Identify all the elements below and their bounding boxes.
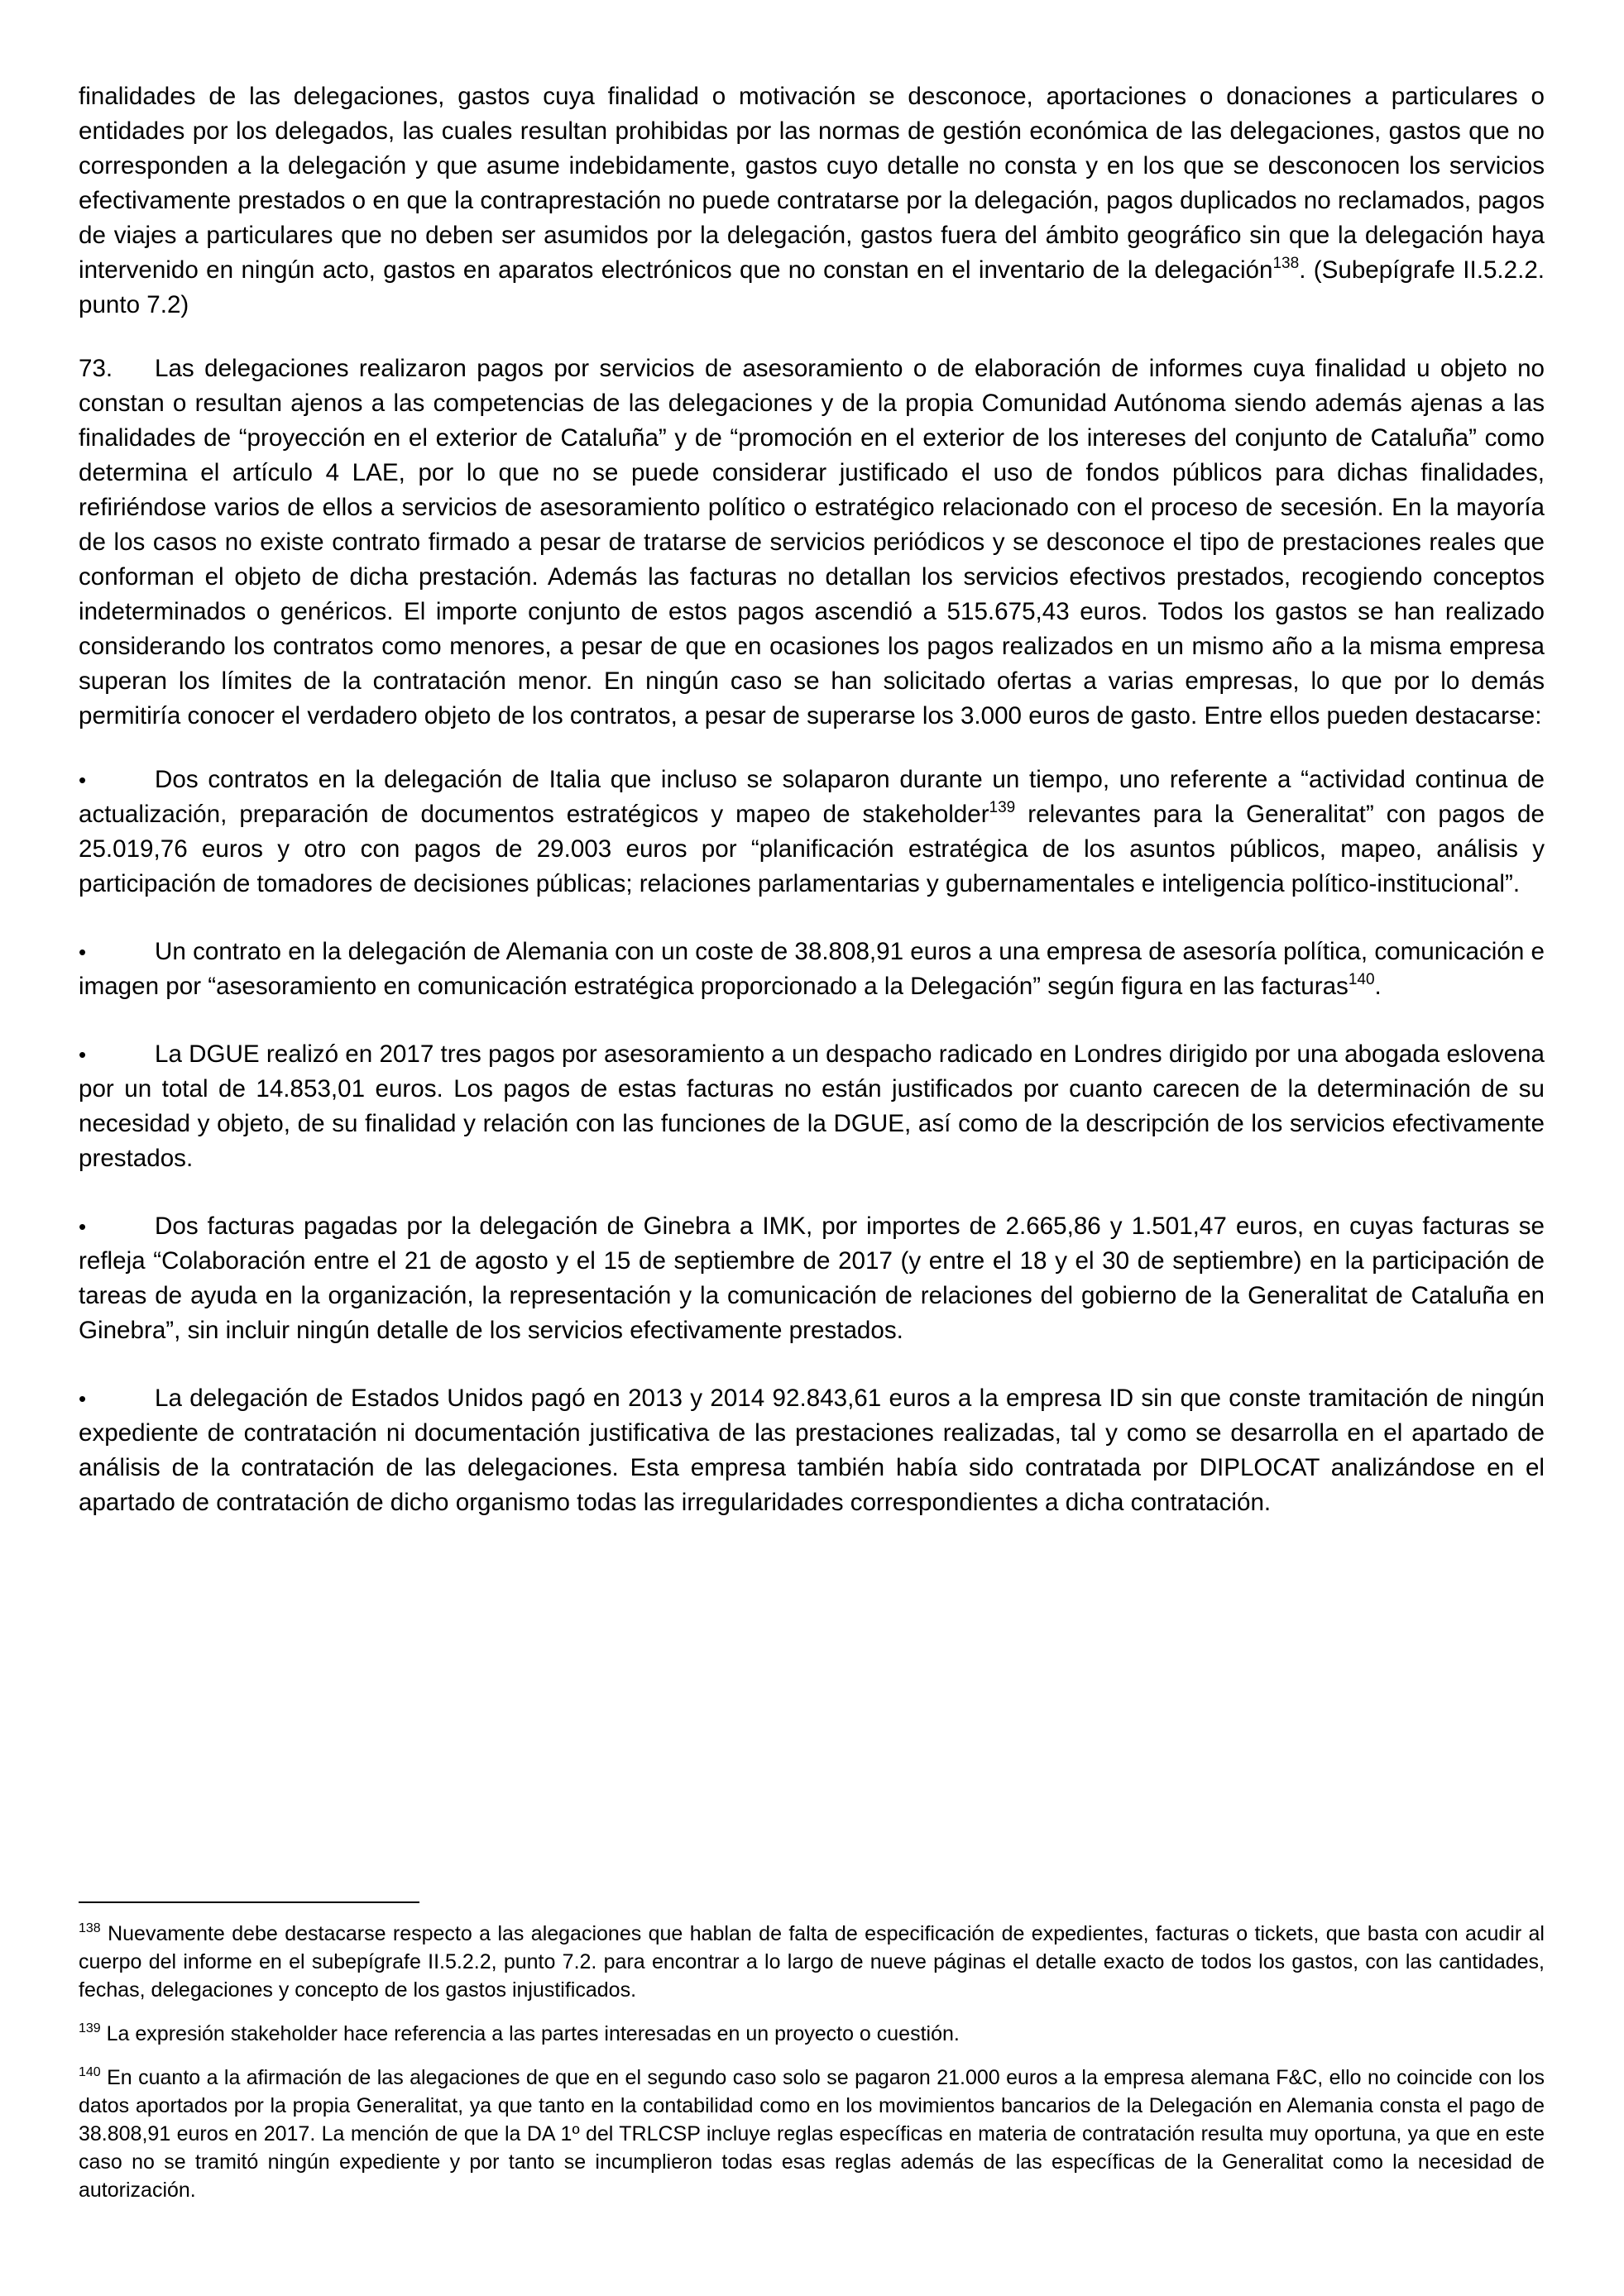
footnote-text: Nuevamente debe destacarse respecto a las alegaciones que hablan de falta de especificación de expedientes, facturas o tickets, que basta con acudir al cuerpo del informe en el subepígrafe II.5.2.2, punto 7.2. para encontrar a lo largo de nueve páginas el detalle exacto de todos los gastos, con las cantidades, fechas, delegaciones y concepto de los gastos injustificados. — [79, 1922, 1545, 2002]
bullet-item-estados-unidos — [79, 1381, 1545, 1520]
bullet-item-dgue — [79, 1037, 1545, 1176]
intro-paragraph — [79, 79, 1545, 323]
document-page — [79, 79, 1545, 1553]
footnote-139 — [79, 2020, 1545, 2048]
footnotes-section — [79, 1901, 1545, 2220]
footnote-number: 139 — [79, 2021, 101, 2035]
bullet-item-ginebra — [79, 1209, 1545, 1348]
bullet-icon: • — [79, 940, 87, 964]
paragraph-73 — [79, 352, 1545, 734]
bullet-icon: • — [79, 1214, 87, 1239]
footnote-140 — [79, 2064, 1545, 2204]
bullet-item-alemania — [79, 935, 1545, 1004]
bullet-text: La DGUE realizó en 2017 tres pagos por asesoramiento a un despacho radicado en Londres dirigido por una abogada eslovena por un total de 14.853,01 euros. Los pagos de estas facturas no están justificados por cuanto carecen de la determinación de su necesidad y objeto, de su finalidad y relación con las funciones de la DGUE, así como de la descripción de los servicios efectivamente prestados. — [79, 1040, 1545, 1172]
bullet-text-continued: relevantes para la Generalitat” con pagos de 25.019,76 euros y otro con pagos de 29.003 euros por “planificación estratégica de los asuntos públicos, mapeo, análisis y participación de tomadores de decisiones públicas; relaciones parlamentarias y gubernamentales e inteligencia político-institucional”. — [79, 801, 1545, 897]
bullet-icon: • — [79, 1042, 87, 1067]
footnote-138 — [79, 1920, 1545, 2004]
footnote-number: 138 — [79, 1921, 101, 1935]
footnote-ref-139[interactable]: 139 — [989, 799, 1016, 816]
footnote-text: La expresión stakeholder hace referencia a las partes interesadas en un proyecto o cuestión. — [100, 2022, 960, 2045]
bullet-text: La delegación de Estados Unidos pagó en 2013 y 2014 92.843,61 euros a la empresa ID sin que conste tramitación de ningún expediente de contratación ni documentación justificativa de las prestaciones realizadas, tal y como se desarrolla en el apartado de análisis de la contratación de las delegaciones. Esta empresa también había sido contratada por DIPLOCAT analizándose en el apartado de contratación de dicho organismo todas las irregularidades correspondientes a dicha contratación. — [79, 1385, 1545, 1516]
bullet-text: Dos contratos en la delegación de Italia que incluso se solaparon durante un tiempo, uno referente a “actividad continua de actualización, preparación de documentos estratégicos y mapeo de stakeholder — [79, 766, 1545, 828]
paragraph-73-text: Las delegaciones realizaron pagos por servicios de asesoramiento o de elaboración de informes cuya finalidad u objeto no constan o resultan ajenos a las competencias de las delegaciones y de la propia Comunidad Autónoma siendo además ajenas a las finalidades de “proyección en el exterior de Cataluña” y de “promoción en el exterior de los intereses del conjunto de Cataluña” como determina el artículo 4 LAE, por lo que no se puede considerar justificado el uso de fondos públicos para dichas finalidades, refiriéndose varios de ellos a servicios de asesoramiento político o estratégico relacionado con el proceso de secesión. En la mayoría de los casos no existe contrato firmado a pesar de tratarse de servicios periódicos y se desconoce el tipo de prestaciones reales que conforman el objeto de dicha prestación. Además las facturas no detallan los servicios efectivos prestados, recogiendo conceptos indeterminados o genéricos. El importe conjunto de estos pagos ascendió a 515.675,43 euros. Todos los gastos se han realizado considerando los contratos como menores, a pesar de que en ocasiones los pagos realizados en un mismo año a la misma empresa superan los límites de la contratación menor. En ningún caso se han solicitado ofertas a varias empresas, lo que por lo demás permitiría conocer el verdadero objeto de los contratos, a pesar de superarse los 3.000 euros de gasto. Entre ellos pueden destacarse: — [79, 355, 1545, 729]
footnote-ref-138[interactable]: 138 — [1272, 255, 1300, 272]
bullet-text: Un contrato en la delegación de Alemania con un coste de 38.808,91 euros a una empresa de asesoría política, comunicación e imagen por “asesoramiento en comunicación estratégica proporcionado a la Delegación” según figura en las facturas — [79, 938, 1545, 1000]
footnote-divider — [79, 1901, 419, 1903]
bullet-item-italia — [79, 763, 1545, 902]
intro-paragraph-tail: . (Subepígrafe II.5.2.2. punto 7.2) — [79, 256, 1545, 318]
footnote-ref-140[interactable]: 140 — [1348, 971, 1375, 988]
paragraph-number: 73. — [79, 355, 113, 382]
intro-paragraph-text: finalidades de las delegaciones, gastos cuya finalidad o motivación se desconoce, aportaciones o donaciones a particulares o entidades por los delegados, las cuales resultan prohibidas por las normas de gestión económica de las delegaciones, gastos que no corresponden a la delegación y que asume indebidamente, gastos cuyo detalle no consta y en los que se desconocen los servicios efectivamente prestados o en que la contraprestación no puede contratarse por la delegación, pagos duplicados no reclamados, pagos de viajes a particulares que no deben ser asumidos por la delegación, gastos fuera del ámbito geográfico sin que la delegación haya intervenido en ningún acto, gastos en aparatos electrónicos que no constan en el inventario de la delegación — [79, 83, 1545, 284]
bullet-icon: • — [79, 768, 87, 792]
bullet-text: Dos facturas pagadas por la delegación de Ginebra a IMK, por importes de 2.665,86 y 1.501,47 euros, en cuyas facturas se refleja “Colaboración entre el 21 de agosto y el 15 de septiembre de 2017 (y entre el 18 y el 30 de septiembre) en la participación de tareas de ayuda en la organización, la representación y la comunicación de relaciones del gobierno de la Generalitat de Cataluña en Ginebra”, sin incluir ningún detalle de los servicios efectivamente prestados. — [79, 1213, 1545, 1344]
footnote-text: En cuanto a la afirmación de las alegaciones de que en el segundo caso solo se pagaron 21.000 euros a la empresa alemana F&C, ello no coincide con los datos aportados por la propia Generalitat, ya que tanto en la contabilidad como en los movimientos bancarios de la Delegación en Alemania consta el pago de 38.808,91 euros en 2017. La mención de que la DA 1º del TRLCSP incluye reglas específicas en materia de contratación resulta muy oportuna, ya que en este caso no se tramitó ningún expediente y por tanto se incumplieron todas esas reglas además de las específicas de la Generalitat como la necesidad de autorización. — [79, 2066, 1545, 2202]
bullet-icon: • — [79, 1386, 87, 1411]
bullet-text-continued: . — [1374, 973, 1382, 1000]
footnote-number: 140 — [79, 2065, 101, 2079]
